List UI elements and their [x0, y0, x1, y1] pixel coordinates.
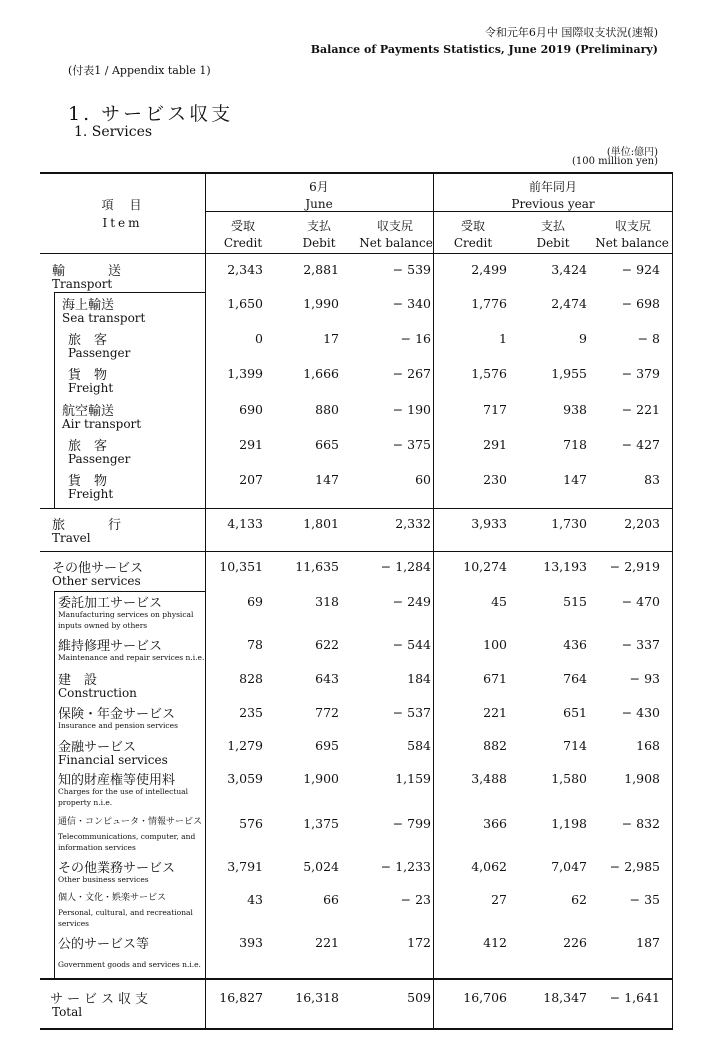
- cell-value: 509: [407, 990, 431, 1005]
- cell-value: − 924: [621, 262, 660, 277]
- row-label-jp: 旅 行: [52, 518, 123, 533]
- cell-value: 60: [415, 472, 431, 487]
- cell-value: 1,990: [303, 296, 339, 311]
- cell-value: 1,198: [551, 816, 587, 831]
- row-label-en: Construction: [58, 686, 137, 700]
- cell-value: 3,424: [551, 262, 587, 277]
- row-label-en: Travel: [52, 531, 91, 545]
- cell-value: 1,399: [227, 366, 263, 381]
- cell-value: 2,881: [303, 262, 339, 277]
- col-credit-en: Credit: [223, 236, 263, 250]
- cell-value: 16,318: [295, 990, 339, 1005]
- cell-value: 184: [407, 671, 431, 686]
- cell-value: 2,474: [551, 296, 587, 311]
- row-label-jp: 維持修理サービス: [58, 639, 163, 654]
- col-debit-jp: 支払: [306, 219, 331, 233]
- col-item-en: Item: [102, 216, 143, 230]
- cell-value: − 470: [621, 594, 660, 609]
- col-debit-en-prev: Debit: [536, 236, 570, 250]
- col-prev-en: Previous year: [511, 197, 595, 211]
- cell-value: 1,776: [471, 296, 507, 311]
- row-label-jp: 海上輸送: [62, 298, 115, 313]
- cell-value: − 427: [621, 437, 660, 452]
- cell-value: 9: [579, 331, 587, 346]
- cell-value: 230: [483, 472, 507, 487]
- row-label-jp: 航空輸送: [62, 404, 115, 419]
- cell-value: − 379: [621, 366, 660, 381]
- cell-value: 366: [483, 816, 507, 831]
- cell-value: 1,650: [227, 296, 263, 311]
- page-title-jp: 1. サービス収支: [68, 103, 234, 125]
- cell-value: 13,193: [543, 559, 587, 574]
- cell-value: 69: [247, 594, 263, 609]
- row-label-jp: 貨 物: [68, 368, 108, 383]
- cell-value: 5,024: [303, 859, 339, 874]
- cell-value: 4,062: [471, 859, 507, 874]
- col-debit-en: Debit: [302, 236, 336, 250]
- row-label-en: Manufacturing services on physical inputs owned by others: [58, 610, 194, 630]
- cell-value: 62: [571, 892, 587, 907]
- row-label-jp: その他業務サービス: [58, 861, 176, 876]
- row-label-jp: 公的サービス等: [58, 937, 150, 952]
- row-label-en: Financial services: [58, 753, 168, 767]
- cell-value: 27: [491, 892, 507, 907]
- cell-value: − 221: [621, 402, 660, 417]
- row-label-jp: 委託加工サービス: [58, 596, 163, 611]
- cell-value: 3,488: [471, 771, 507, 786]
- cell-value: 147: [315, 472, 339, 487]
- cell-value: − 544: [392, 637, 431, 652]
- cell-value: 172: [407, 935, 431, 950]
- cell-value: 2,343: [227, 262, 263, 277]
- cell-value: 1,159: [395, 771, 431, 786]
- cell-value: − 16: [400, 331, 431, 346]
- row-label-jp: 通信・コンピュータ・情報サービス: [58, 817, 203, 827]
- row-label-jp: 保険・年金サービス: [58, 707, 176, 722]
- col-net-en: Net balance: [359, 236, 433, 250]
- cell-value: 412: [483, 935, 507, 950]
- col-prev-jp: 前年同月: [528, 180, 577, 194]
- cell-value: − 2,919: [609, 559, 660, 574]
- cell-value: 880: [315, 402, 339, 417]
- row-label-en: Freight: [68, 487, 114, 501]
- cell-value: 393: [239, 935, 263, 950]
- cell-value: − 340: [392, 296, 431, 311]
- col-divider: [433, 174, 434, 1028]
- row-label-jp: サービス収支: [50, 992, 153, 1007]
- section-rule: [40, 508, 673, 509]
- cell-value: − 8: [637, 331, 660, 346]
- cell-value: − 337: [621, 637, 660, 652]
- release-title-en: Balance of Payments Statistics, June 2019 (Preliminary): [310, 43, 658, 56]
- row-label-en: Transport: [52, 277, 113, 291]
- col-debit-jp-prev: 支払: [540, 219, 565, 233]
- row-label-jp: 建 設: [58, 673, 98, 688]
- cell-value: 16,827: [219, 990, 263, 1005]
- cell-value: 11,635: [295, 559, 339, 574]
- cell-value: 4,133: [227, 516, 263, 531]
- cell-value: 828: [239, 671, 263, 686]
- cell-value: − 267: [392, 366, 431, 381]
- cell-value: 318: [315, 594, 339, 609]
- cell-value: 226: [563, 935, 587, 950]
- total-rule: [40, 978, 673, 980]
- cell-value: − 799: [392, 816, 431, 831]
- cell-value: 10,351: [219, 559, 263, 574]
- cell-value: 291: [239, 437, 263, 452]
- cell-value: − 249: [392, 594, 431, 609]
- row-label-jp: 旅 客: [68, 333, 108, 348]
- cell-value: 695: [315, 738, 339, 753]
- row-label-en: Telecommunications, computer, and information services: [58, 832, 196, 852]
- row-label-en: Maintenance and repair services n.i.e.: [58, 653, 205, 662]
- row-label-en: Freight: [68, 381, 114, 395]
- row-label-en: Passenger: [68, 452, 131, 466]
- row-label-jp: 個人・文化・娯楽サービス: [58, 893, 167, 903]
- cell-value: 187: [636, 935, 660, 950]
- cell-value: 2,203: [624, 516, 660, 531]
- row-label-en: Other services: [52, 574, 141, 588]
- cell-value: 764: [563, 671, 587, 686]
- cell-value: 772: [315, 705, 339, 720]
- col-net-jp-prev: 収支尻: [614, 219, 651, 233]
- cell-value: 17: [323, 331, 339, 346]
- cell-value: 291: [483, 437, 507, 452]
- release-title-jp: 令和元年6月中 国際収支状況(速報): [484, 26, 658, 39]
- row-label-en: Total: [52, 1005, 83, 1019]
- cell-value: − 93: [629, 671, 660, 686]
- cell-value: 665: [315, 437, 339, 452]
- col-net-jp: 収支尻: [376, 219, 413, 233]
- cell-value: 690: [239, 402, 263, 417]
- cell-value: 3,933: [471, 516, 507, 531]
- cell-value: − 23: [400, 892, 431, 907]
- cell-value: 10,274: [463, 559, 507, 574]
- header-subdivider: [205, 211, 672, 212]
- cell-value: 714: [563, 738, 587, 753]
- cell-value: 0: [255, 331, 263, 346]
- cell-value: 584: [407, 738, 431, 753]
- cell-value: 882: [483, 738, 507, 753]
- col-credit-jp: 受取: [230, 219, 255, 233]
- cell-value: 436: [563, 637, 587, 652]
- cell-value: 235: [239, 705, 263, 720]
- cell-value: 718: [563, 437, 587, 452]
- cell-value: 3,791: [227, 859, 263, 874]
- cell-value: − 375: [392, 437, 431, 452]
- cell-value: 221: [315, 935, 339, 950]
- cell-value: − 1,284: [380, 559, 431, 574]
- cell-value: 576: [239, 816, 263, 831]
- cell-value: 622: [315, 637, 339, 652]
- cell-value: 2,499: [471, 262, 507, 277]
- row-label-en: Personal, cultural, and recreational services: [58, 908, 193, 928]
- cell-value: 221: [483, 705, 507, 720]
- col-net-en-prev: Net balance: [595, 236, 669, 250]
- cell-value: − 832: [621, 816, 660, 831]
- cell-value: 1,730: [551, 516, 587, 531]
- col-divider: [672, 174, 673, 1028]
- cell-value: 43: [247, 892, 263, 907]
- row-label-jp: 知的財産権等使用料: [58, 773, 176, 788]
- col-june-jp: 6月: [309, 180, 329, 194]
- cell-value: 83: [644, 472, 660, 487]
- cell-value: 1,801: [303, 516, 339, 531]
- cell-value: 207: [239, 472, 263, 487]
- unit-label-en: (100 million yen): [572, 156, 658, 167]
- cell-value: − 1,641: [609, 990, 660, 1005]
- cell-value: 1: [499, 331, 507, 346]
- cell-value: 2,332: [395, 516, 431, 531]
- cell-value: 16,706: [463, 990, 507, 1005]
- row-label-en: Air transport: [62, 417, 142, 431]
- cell-value: − 2,985: [609, 859, 660, 874]
- col-item-jp: 項 目: [101, 198, 144, 212]
- cell-value: 651: [563, 705, 587, 720]
- row-label-en: Charges for the use of intellectual property n.i.e.: [58, 787, 189, 807]
- cell-value: 671: [483, 671, 507, 686]
- cell-value: − 1,233: [380, 859, 431, 874]
- cell-value: 1,580: [551, 771, 587, 786]
- col-credit-jp-prev: 受取: [460, 219, 485, 233]
- cell-value: 1,955: [551, 366, 587, 381]
- col-credit-en-prev: Credit: [453, 236, 493, 250]
- header-rule: [40, 253, 673, 254]
- row-label-jp: 貨 物: [68, 474, 108, 489]
- row-label-jp: その他サービス: [52, 561, 144, 576]
- cell-value: 100: [483, 637, 507, 652]
- cell-value: 1,900: [303, 771, 339, 786]
- row-label-en: Other business services: [58, 875, 149, 884]
- cell-value: 1,908: [624, 771, 660, 786]
- cell-value: − 539: [392, 262, 431, 277]
- cell-value: − 430: [621, 705, 660, 720]
- cell-value: 717: [483, 402, 507, 417]
- cell-value: 643: [315, 671, 339, 686]
- cell-value: − 35: [629, 892, 660, 907]
- unit-label-jp: (単位:億円): [606, 147, 658, 158]
- cell-value: 3,059: [227, 771, 263, 786]
- cell-value: 18,347: [543, 990, 587, 1005]
- row-label-en: Insurance and pension services: [58, 721, 178, 730]
- cell-value: 938: [563, 402, 587, 417]
- appendix-label: (付表1 / Appendix table 1): [68, 64, 211, 77]
- cell-value: − 190: [392, 402, 431, 417]
- row-label-en: Government goods and services n.i.e.: [58, 960, 201, 969]
- row-label-en: Sea transport: [62, 311, 146, 325]
- col-june-en: June: [305, 197, 333, 211]
- cell-value: 515: [563, 594, 587, 609]
- cell-value: 1,666: [303, 366, 339, 381]
- page-title-en: 1. Services: [74, 124, 153, 140]
- cell-value: 78: [247, 637, 263, 652]
- cell-value: 1,279: [227, 738, 263, 753]
- cell-value: 1,375: [303, 816, 339, 831]
- cell-value: 147: [563, 472, 587, 487]
- cell-value: 66: [323, 892, 339, 907]
- row-label-jp: 輸 送: [52, 264, 123, 279]
- cell-value: 45: [491, 594, 507, 609]
- section-rule: [40, 551, 673, 552]
- col-divider: [205, 174, 206, 1028]
- services-table: [40, 172, 673, 1030]
- row-label-jp: 金融サービス: [58, 740, 137, 755]
- cell-value: 7,047: [551, 859, 587, 874]
- cell-value: − 537: [392, 705, 431, 720]
- row-label-en: Passenger: [68, 346, 131, 360]
- row-label-jp: 旅 客: [68, 439, 108, 454]
- cell-value: − 698: [621, 296, 660, 311]
- cell-value: 168: [636, 738, 660, 753]
- cell-value: 1,576: [471, 366, 507, 381]
